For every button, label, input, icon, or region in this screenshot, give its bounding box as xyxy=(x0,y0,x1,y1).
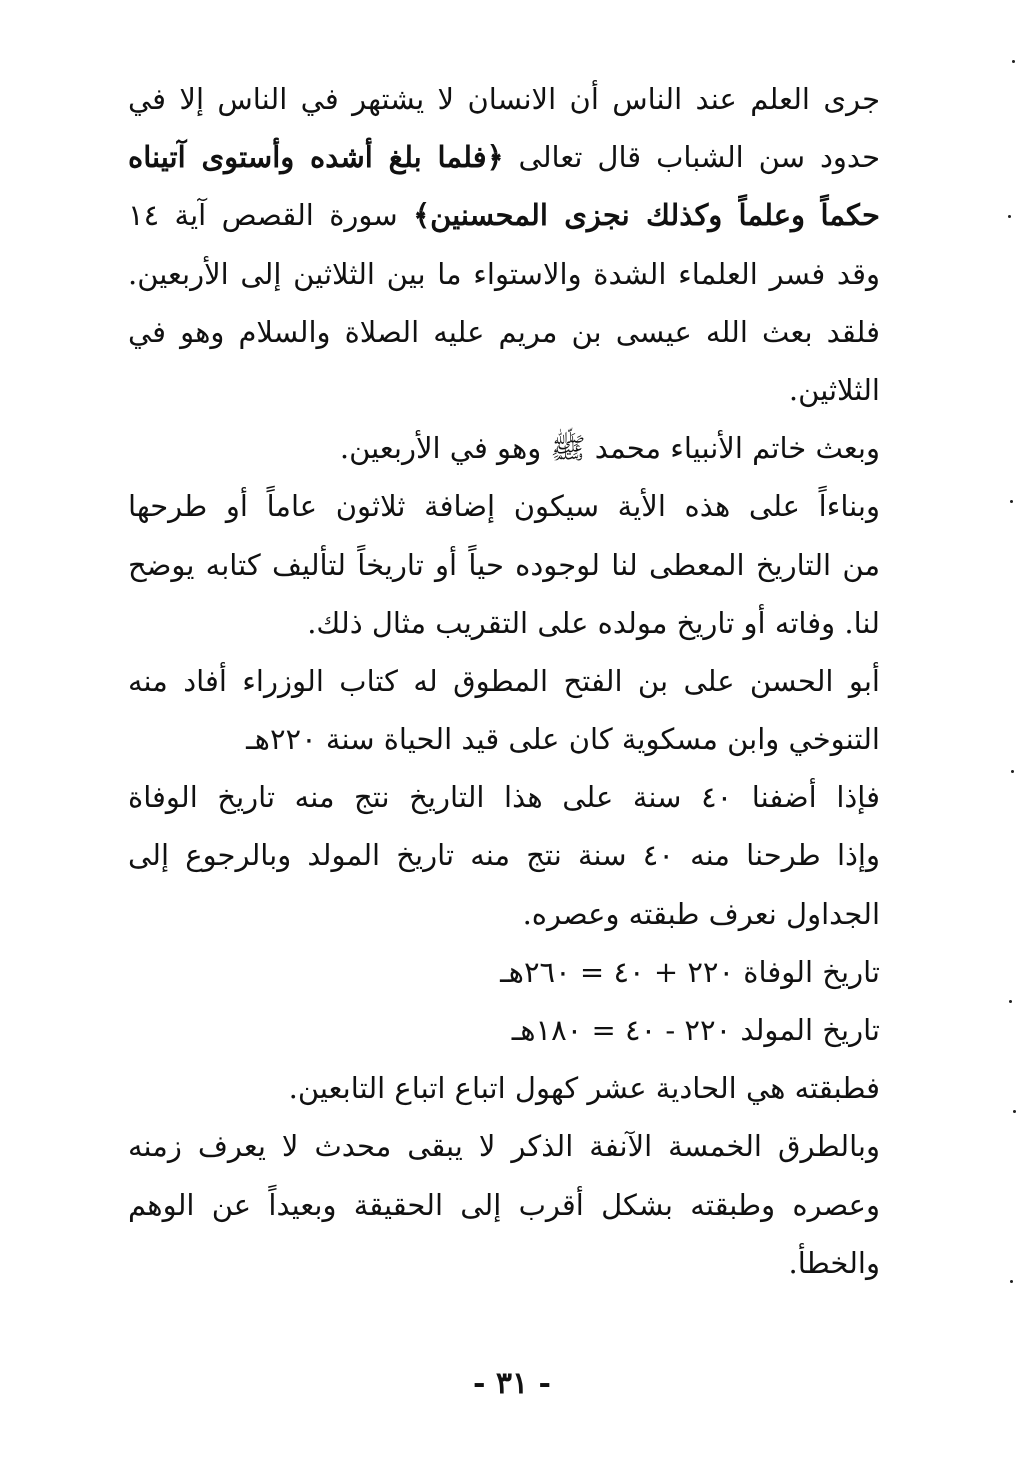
birth-date-calculation: تاريخ المولد ٢٢٠ - ٤٠ = ١٨٠هـ xyxy=(511,1013,880,1047)
text-line-20: وعصره وطبقته بشكل أقرب إلى الحقيقة وبعيداً عن الوهم xyxy=(128,1187,880,1222)
text-line-9: من التاريخ المعطى لنا لوجوده حياً أو تاريخاً لتأليف كتابه يوضح xyxy=(128,547,880,582)
text-line-10: لنا. وفاته أو تاريخ مولده على التقريب مثال ذلك. xyxy=(307,605,880,640)
scan-margin-mark xyxy=(1011,770,1014,773)
quran-verse-close-bracket: ﴾ xyxy=(413,198,431,233)
text-line-12: التنوخي وابن مسكوية كان على قيد الحياة سنة ٢٢٠هـ xyxy=(246,722,880,757)
text-line-2-intro: حدود سن الشباب قال تعالى xyxy=(518,140,880,175)
surah-reference: سورة القصص آية ١٤ xyxy=(128,198,398,233)
text-line-11: أبو الحسن على بن الفتح المطوق له كتاب الوزراء أفاد منه xyxy=(128,663,880,698)
text-line-5: فلقد بعث الله عيسى بن مريم عليه الصلاة والسلام وهو في xyxy=(128,314,880,349)
quran-verse-part-2-prefix: حكماً xyxy=(820,198,880,233)
text-line-13: فإذا أضفنا ٤٠ سنة على هذا التاريخ نتج منه تاريخ الوفاة xyxy=(128,780,880,815)
text-line-8: وبناءاً على هذه الأية سيكون إضافة ثلاثون عاماً أو طرحها xyxy=(128,489,880,524)
scan-margin-mark xyxy=(1008,215,1011,218)
page-number: - ٣١ - xyxy=(472,1366,552,1401)
text-line-3 xyxy=(128,186,880,244)
quran-verse-part-1: ﴿فلما بلغ أشده وأستوى آتيناه xyxy=(128,140,504,175)
text-line-1: جرى العلم عند الناس أن الانسان لا يشتهر في الناس إلا في xyxy=(128,82,880,116)
text-line-4: وقد فسر العلماء الشدة والاستواء ما بين الثلاثين إلى الأربعين. xyxy=(128,256,880,291)
scan-margin-mark xyxy=(1009,1000,1012,1003)
death-date-calculation: تاريخ الوفاة ٢٢٠ + ٤٠ = ٢٦٠هـ xyxy=(500,954,880,989)
text-line-18: فطبقته هي الحادية عشر كهول اتباع اتباع التابعين. xyxy=(288,1071,880,1106)
scan-margin-mark xyxy=(1010,500,1013,503)
text-line-19: وبالطرق الخمسة الآنفة الذكر لا يبقى محدث لا يعرف زمنه xyxy=(128,1129,880,1164)
scan-margin-mark xyxy=(1010,1280,1013,1283)
page-body-text xyxy=(128,70,880,1292)
scan-margin-mark xyxy=(1012,60,1015,63)
text-line-21: والخطأ. xyxy=(788,1245,880,1280)
text-line-2 xyxy=(128,128,880,186)
text-line-14: وإذا طرحنا منه ٤٠ سنة نتج منه تاريخ المولد وبالرجوع إلى xyxy=(128,838,880,873)
text-line-6: الثلاثين. xyxy=(788,372,880,407)
text-line-7: وبعث خاتم الأنبياء محمد ﷺ وهو في الأربعين. xyxy=(339,431,880,466)
text-line-15: الجداول نعرف طبقته وعصره. xyxy=(522,896,880,931)
quran-verse-part-2: وعلماً وكذلك نجزى المحسنين xyxy=(430,198,806,233)
scan-margin-mark xyxy=(1013,1110,1016,1113)
